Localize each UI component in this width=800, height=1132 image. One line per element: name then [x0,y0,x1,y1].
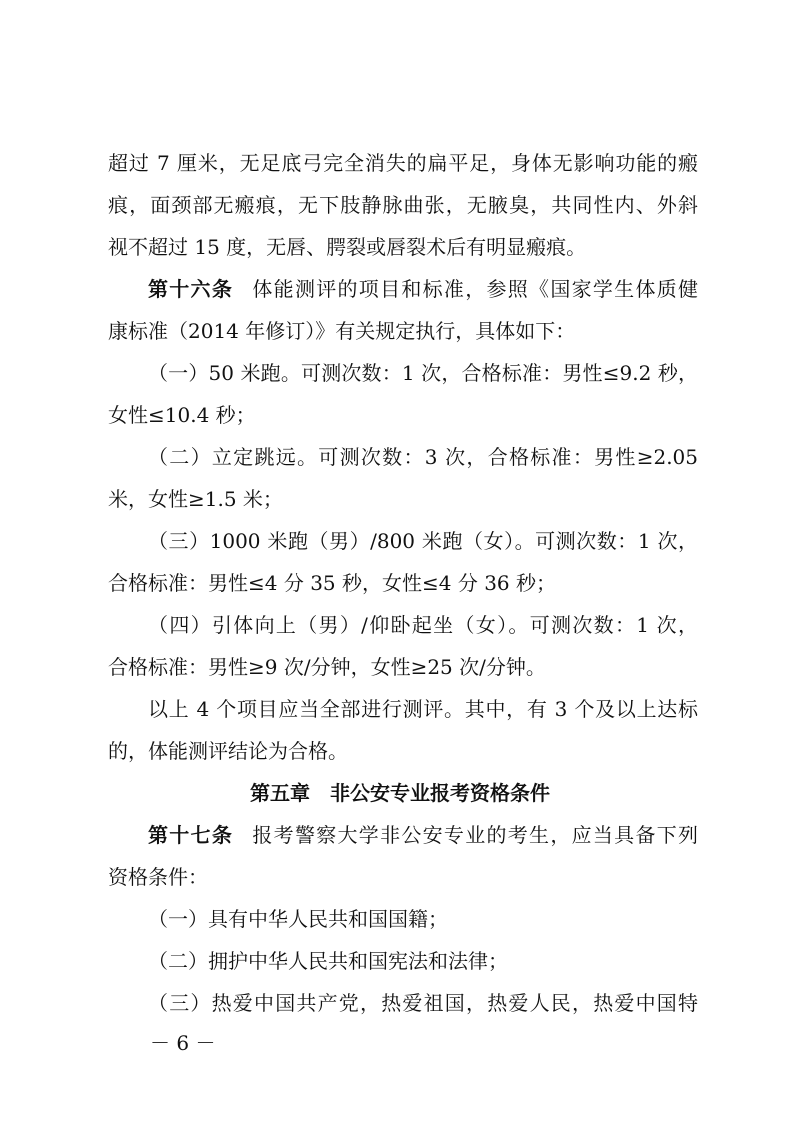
item-standing-jump-cont: 米，女性≥1.5 米； [108,487,283,511]
article-16 [148,276,698,302]
article-16-label: 第十六条 [148,277,234,301]
item-50m-run: （一）50 米跑。可测次数：1 次，合格标准：男性≤9.2 秒， [148,361,698,385]
item-standing-jump: （二）立定跳远。可测次数：3 次，合格标准：男性≥2.05 [148,445,698,469]
item-50m-run-cont: 女性≤10.4 秒； [108,403,256,427]
item-pullup-cont: 合格标准：男性≥9 次/分钟，女性≥25 次/分钟。 [108,655,546,679]
condition-3: （三）热爱中国共产党，热爱祖国，热爱人民，热爱中国特 [148,991,698,1015]
article-16-cont: 康标准（2014 年修订）》有关规定执行，具体如下： [108,319,576,343]
article-17-cont: 资格条件： [108,865,208,889]
condition-2: （二）拥护中华人民共和国宪法和法律； [148,949,508,973]
item-pullup: （四）引体向上（男）/仰卧起坐（女）。可测次数：1 次， [148,613,698,637]
condition-1: （一）具有中华人民共和国国籍； [148,907,448,931]
summary-text: 以上 4 个项目应当全部进行测评。其中，有 3 个及以上达标 [148,697,698,721]
article-17-text: 报考警察大学非公安专业的考生，应当具备下列 [251,823,699,847]
page-number: － 6 － [150,1031,216,1055]
body-line: 痕，面颈部无瘢痕，无下肢静脉曲张，无腋臭，共同性内、外斜 [108,193,698,217]
article-16-text: 体能测评的项目和标准，参照《国家学生体质健 [251,277,699,301]
article-17-label: 第十七条 [148,823,234,847]
item-1000m-run: （三）1000 米跑（男）/800 米跑（女）。可测次数：1 次， [148,529,698,553]
chapter-heading: 第五章 非公安专业报考资格条件 [250,781,550,805]
body-line: 超过 7 厘米，无足底弓完全消失的扁平足，身体无影响功能的瘢 [108,151,698,175]
body-line: 视不超过 15 度，无唇、腭裂或唇裂术后有明显瘢痕。 [108,235,587,259]
article-17 [148,822,698,848]
summary-text-cont: 的，体能测评结论为合格。 [108,739,348,763]
item-1000m-run-cont: 合格标准：男性≤4 分 35 秒，女性≤4 分 36 秒； [108,571,557,595]
